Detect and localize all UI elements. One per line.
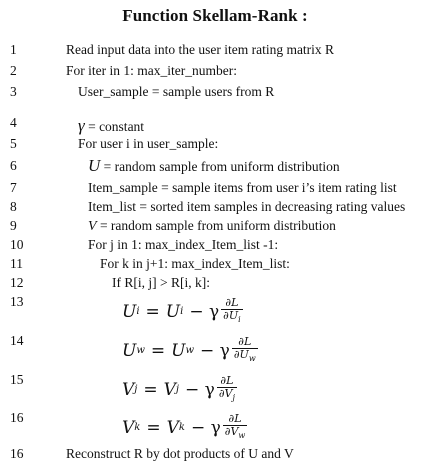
eq-frac-den [221,309,243,326]
line-text: For iter in 1: max_iter_number: [66,63,237,78]
eq-fraction [221,297,243,326]
eq-frac-den-sub: i [238,315,241,325]
eq-lhs-sub: j [134,383,138,395]
line-number: 3 [10,84,17,99]
update-equation [122,336,258,365]
algorithm-line-9 [0,218,430,238]
update-equation [122,297,243,326]
algorithm-line-6 [0,158,430,178]
eq-frac-den [223,425,248,442]
eq-fraction [217,375,237,404]
eq-frac-den [217,387,237,404]
eq-frac-num: ∂L [238,335,252,348]
line-text: Read input data into the user item rating matrix R [66,42,335,57]
line-number: 10 [10,237,24,252]
eq-fraction [232,336,258,365]
algorithm-line-7 [0,180,430,200]
algorithm-line-11 [0,256,430,276]
eq-frac-num: ∂L [225,296,239,309]
eq-minus-gamma: − γ [190,417,221,438]
algorithm-line-12 [0,275,430,295]
line-number: 14 [10,333,24,348]
algorithm-line-15 [0,372,430,412]
eq-equals: = [145,301,160,322]
line-text: If R[i, j] > R[i, k]: [112,275,210,290]
eq-fraction [223,413,248,442]
eq-rhs-sub: k [178,421,185,433]
line-number: 16 [10,410,24,425]
eq-equals: = [146,417,161,438]
line-number: 16 [10,446,24,461]
eq-lhs-sub: w [136,344,145,356]
eq-lhs-var: U [122,301,137,322]
line-number: 8 [10,199,17,214]
eq-minus-gamma: − γ [185,379,215,400]
algorithm-line-final [0,446,430,466]
eq-rhs-var: V [163,379,176,400]
eq-rhs-sub: j [175,383,180,395]
line-content [78,118,144,135]
u-symbol: U [88,156,101,175]
line-text: For k in j+1: max_index_Item_list: [100,256,290,271]
algorithm-line-8 [0,199,430,219]
eq-frac-den [232,348,258,365]
eq-frac-num: ∂L [220,374,234,387]
eq-lhs-sub: k [134,421,141,433]
line-number: 15 [10,372,24,387]
update-equation [122,413,247,442]
algorithm-line-13 [0,294,430,334]
eq-lhs-var: V [122,379,135,400]
eq-rhs-sub: i [180,305,184,317]
eq-equals: = [150,340,166,361]
line-number: 12 [10,275,24,290]
line-text: Reconstruct R by dot products of U and V [66,446,294,461]
line-number: 11 [10,256,23,271]
eq-frac-den-sub: w [238,431,246,441]
line-number: 7 [10,180,17,195]
eq-frac-den-sub: w [248,354,256,364]
algorithm-line-2 [0,63,430,83]
eq-frac-den-text: ∂U [223,309,239,322]
eq-rhs-var: U [171,340,186,361]
eq-lhs-var: V [122,417,135,438]
eq-minus-gamma: − γ [200,340,230,361]
line-text: = random sample from uniform distribution [96,218,336,233]
eq-lhs-sub: i [136,305,140,317]
line-number: 4 [10,115,17,130]
line-number: 5 [10,136,17,151]
eq-lhs-var: U [122,340,137,361]
algorithm-line-16 [0,410,430,450]
algorithm-title: Function Skellam-Rank : [122,6,308,25]
line-text: = constant [84,119,145,134]
v-symbol: V [88,219,97,234]
eq-equals: = [143,379,158,400]
line-content [88,158,340,175]
eq-rhs-sub: w [185,344,195,356]
algorithm-line-4 [0,115,430,135]
line-text: Item_sample = sample items from user i’s item rating list [88,180,397,195]
gamma-symbol: γ [78,116,85,135]
eq-minus-gamma: − γ [189,301,220,322]
algorithm-line-3 [0,84,430,104]
eq-rhs-var: U [165,301,181,322]
eq-frac-den-text: ∂V [218,387,233,400]
algorithm-line-1 [0,42,430,62]
line-number: 9 [10,218,17,233]
line-number: 13 [10,294,24,309]
line-text: For j in 1: max_index_Item_list -1: [88,237,279,252]
algorithm-line-5 [0,136,430,156]
line-content [88,218,336,235]
line-number: 1 [10,42,17,57]
algorithm-line-10 [0,237,430,257]
eq-frac-den-text: ∂V [224,425,239,438]
eq-frac-den-sub: j [232,393,235,403]
eq-frac-num: ∂L [228,412,242,425]
line-number: 6 [10,158,17,173]
line-text: For user i in user_sample: [78,136,219,151]
eq-frac-den-text: ∂U [233,348,249,361]
update-equation [122,375,237,404]
eq-rhs-var: V [166,417,179,438]
line-text: User_sample = sample users from R [78,84,275,99]
line-number: 2 [10,63,17,78]
line-text: Item_list = sorted item samples in decreasing rating values [88,199,406,214]
line-text: = random sample from uniform distribution [100,159,340,174]
algorithm-line-14 [0,333,430,373]
